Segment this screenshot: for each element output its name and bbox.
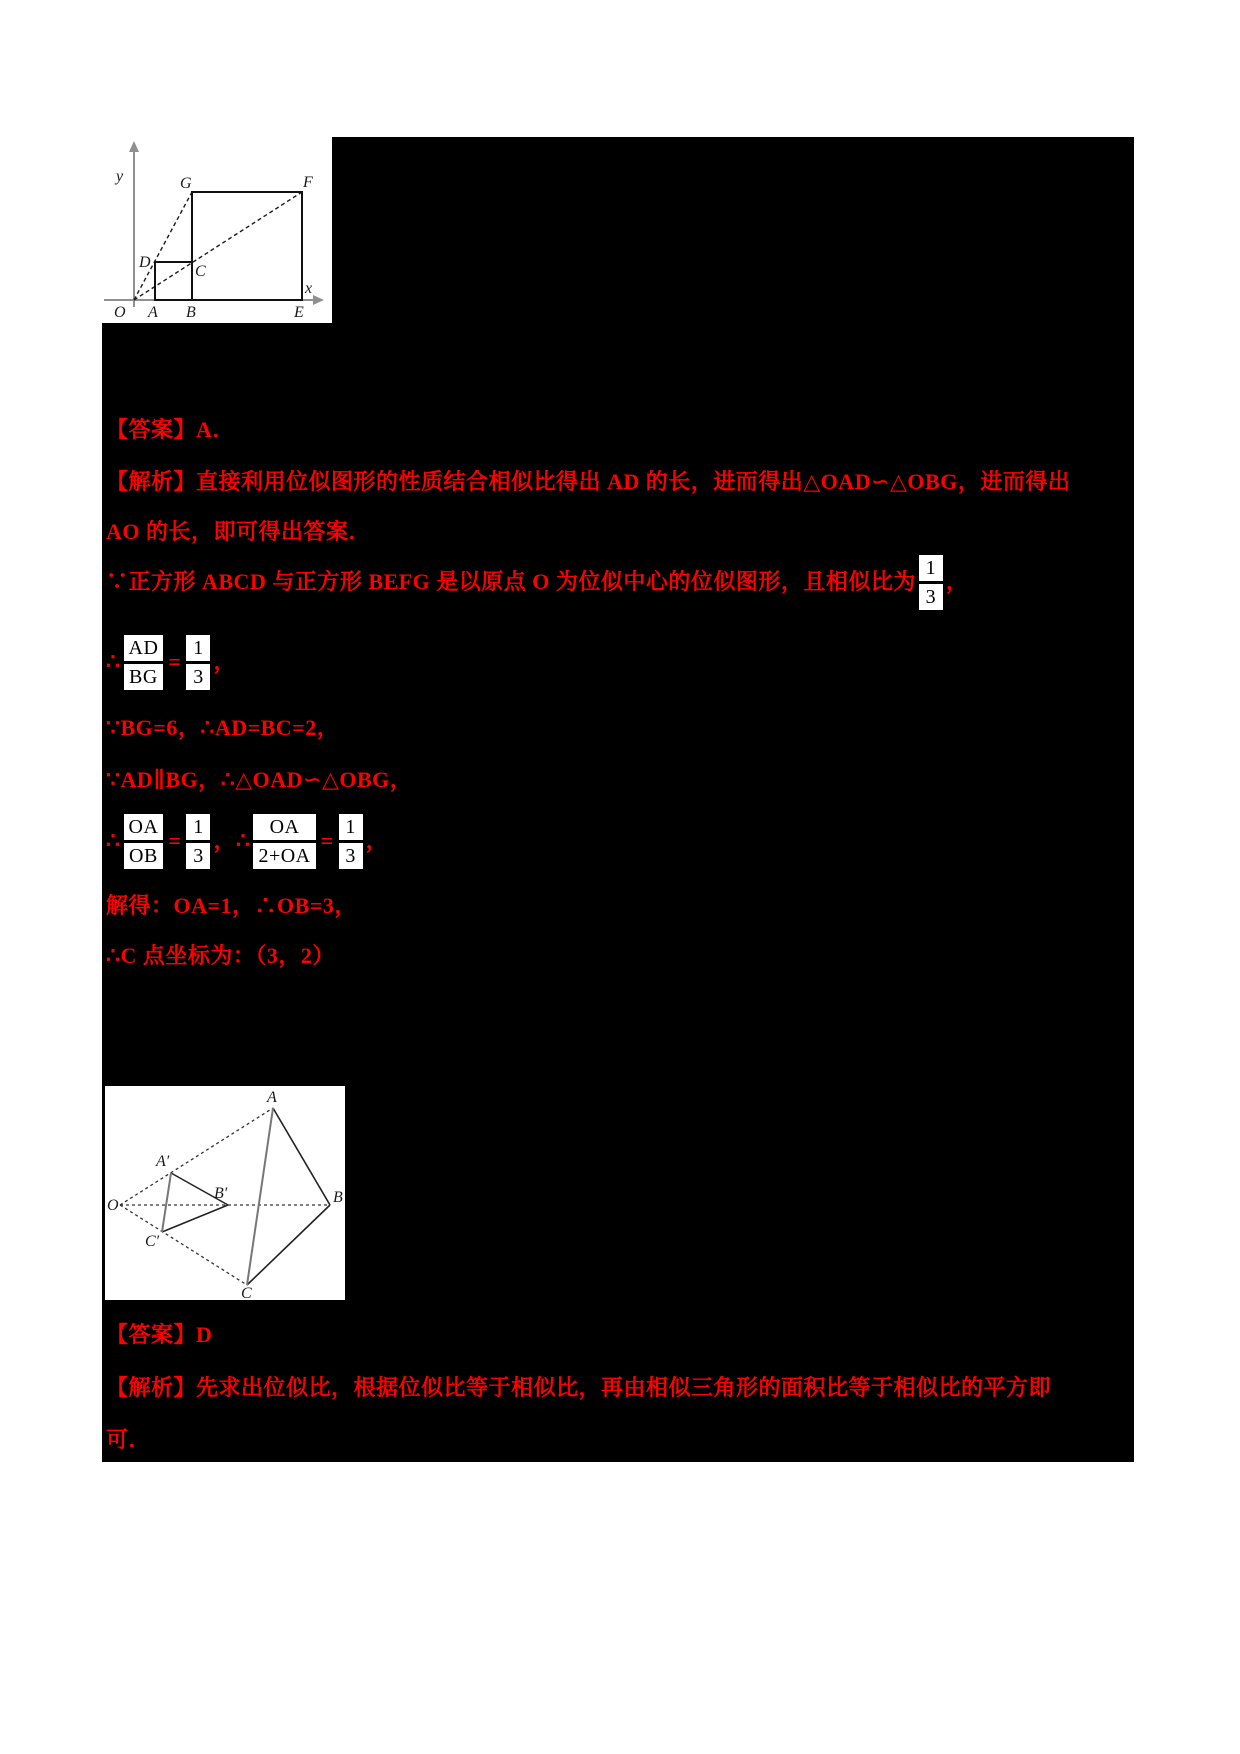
ratio-statement-line xyxy=(106,547,968,617)
bg6-text: ∵BG=6，∴AD=BC=2， xyxy=(106,715,340,740)
answer-line-1 xyxy=(106,415,235,445)
solve-text: 解得：OA=1，∴OB=3， xyxy=(106,893,357,918)
fraction-numerator: OA xyxy=(253,814,315,840)
fraction-numerator: 1 xyxy=(919,555,943,581)
fraction-numerator: 1 xyxy=(339,814,363,840)
edge-A-B xyxy=(273,1108,330,1205)
fraction-denominator: 3 xyxy=(339,843,363,869)
label-F: F xyxy=(303,174,313,191)
fraction-numerator: OA xyxy=(124,814,164,840)
label-B: B xyxy=(333,1189,343,1206)
fraction-one-third xyxy=(339,814,363,869)
edge-B-C xyxy=(247,1205,330,1285)
label-O: O xyxy=(114,304,126,321)
label-O: O xyxy=(107,1197,119,1214)
analysis-1-line-2 xyxy=(106,517,371,547)
fraction-one-third xyxy=(186,814,210,869)
fraction-denominator: 3 xyxy=(186,843,210,869)
coords-text: ∴C 点坐标为：（3，2） xyxy=(106,943,335,968)
fraction-denominator: BG xyxy=(124,664,164,690)
ray-O-C xyxy=(120,1205,247,1285)
label-C: C xyxy=(241,1285,252,1300)
ray-O-A xyxy=(120,1108,273,1205)
equals-sign: = xyxy=(320,828,334,853)
fraction-numerator: 1 xyxy=(186,814,210,840)
fraction-denominator: 3 xyxy=(919,584,943,610)
content-panel xyxy=(102,137,1134,1462)
bg6-line xyxy=(106,713,339,743)
label-D: D xyxy=(139,254,151,271)
figure-similar-triangles-svg xyxy=(105,1086,345,1300)
parallel-line xyxy=(106,765,412,795)
figure-similar-triangles xyxy=(105,1086,345,1300)
fraction-one-third xyxy=(186,635,210,690)
label-B-prime: B′ xyxy=(214,1185,228,1202)
label-G: G xyxy=(180,175,192,192)
figure-similar-squares xyxy=(102,137,332,323)
answer-2-text: 【答案】D xyxy=(106,1322,213,1347)
therefore-symbol: ∴ xyxy=(235,828,251,853)
answer-1-text: 【答案】A． xyxy=(106,417,235,442)
label-x: x xyxy=(305,280,313,297)
label-E: E xyxy=(294,304,304,321)
coords-line xyxy=(106,941,335,971)
analysis-2-line-2 xyxy=(106,1425,151,1455)
segment-A2-C2 xyxy=(162,1173,171,1232)
equals-sign: = xyxy=(168,649,182,674)
fraction-denominator: OB xyxy=(124,843,164,869)
comma: ， xyxy=(945,569,969,594)
ad-bg-equation-line xyxy=(106,623,236,701)
edge-B2-C2 xyxy=(162,1205,228,1232)
label-A: A xyxy=(148,304,158,321)
label-y: y xyxy=(116,168,124,185)
fraction-OA-OB xyxy=(124,814,164,869)
ray-O-D-G xyxy=(134,192,192,300)
analysis-2-line-1 xyxy=(106,1373,1051,1403)
analysis-2-text-2: 可． xyxy=(106,1427,152,1452)
figure-similar-squares-svg xyxy=(102,137,332,323)
ratio-statement-text: ∵正方形 ABCD 与正方形 BEFG 是以原点 O 为位似中心的位似图形，且相似比为 xyxy=(106,569,916,594)
solve-line xyxy=(106,891,357,921)
comma: ， xyxy=(365,828,389,853)
fraction-denominator: 3 xyxy=(186,664,210,690)
ray-O-C-F xyxy=(134,192,302,300)
big-square-BEFG xyxy=(192,192,302,300)
comma: ， xyxy=(213,828,236,853)
fraction-OA-2plusOA xyxy=(253,814,315,869)
segment-A-C xyxy=(247,1108,273,1285)
fraction-numerator: AD xyxy=(124,635,164,661)
fraction-numerator: 1 xyxy=(186,635,210,661)
label-A: A xyxy=(267,1089,277,1106)
equals-sign: = xyxy=(168,828,182,853)
y-axis-arrow-icon xyxy=(129,141,139,152)
label-A-prime: A′ xyxy=(156,1153,170,1170)
answer-line-2 xyxy=(106,1320,212,1350)
therefore-symbol: ∴ xyxy=(106,649,121,674)
comma: ， xyxy=(213,649,236,674)
fraction-denominator: 2+OA xyxy=(253,843,315,869)
therefore-symbol: ∴ xyxy=(106,828,121,853)
analysis-1-text-2: AO 的长，即可得出答案． xyxy=(106,519,372,544)
label-C: C xyxy=(195,263,206,280)
fraction-AD-BG xyxy=(124,635,164,690)
oa-ob-equation-line xyxy=(106,801,388,881)
fraction-one-third xyxy=(919,555,943,610)
label-B: B xyxy=(186,304,196,321)
label-C-prime: C′ xyxy=(145,1233,160,1250)
analysis-1-line-1 xyxy=(106,467,1070,497)
small-square-ABCD xyxy=(155,262,192,300)
x-axis-arrow-icon xyxy=(313,295,324,305)
parallel-text: ∵AD∥BG，∴△OAD∽△OBG， xyxy=(106,767,413,792)
analysis-1-text-1: 【解析】直接利用位似图形的性质结合相似比得出 AD 的长，进而得出△OAD∽△OBG，进而得出 xyxy=(106,469,1071,494)
analysis-2-text-1: 【解析】先求出位似比，根据位似比等于相似比，再由相似三角形的面积比等于相似比的平方即 xyxy=(106,1375,1052,1400)
